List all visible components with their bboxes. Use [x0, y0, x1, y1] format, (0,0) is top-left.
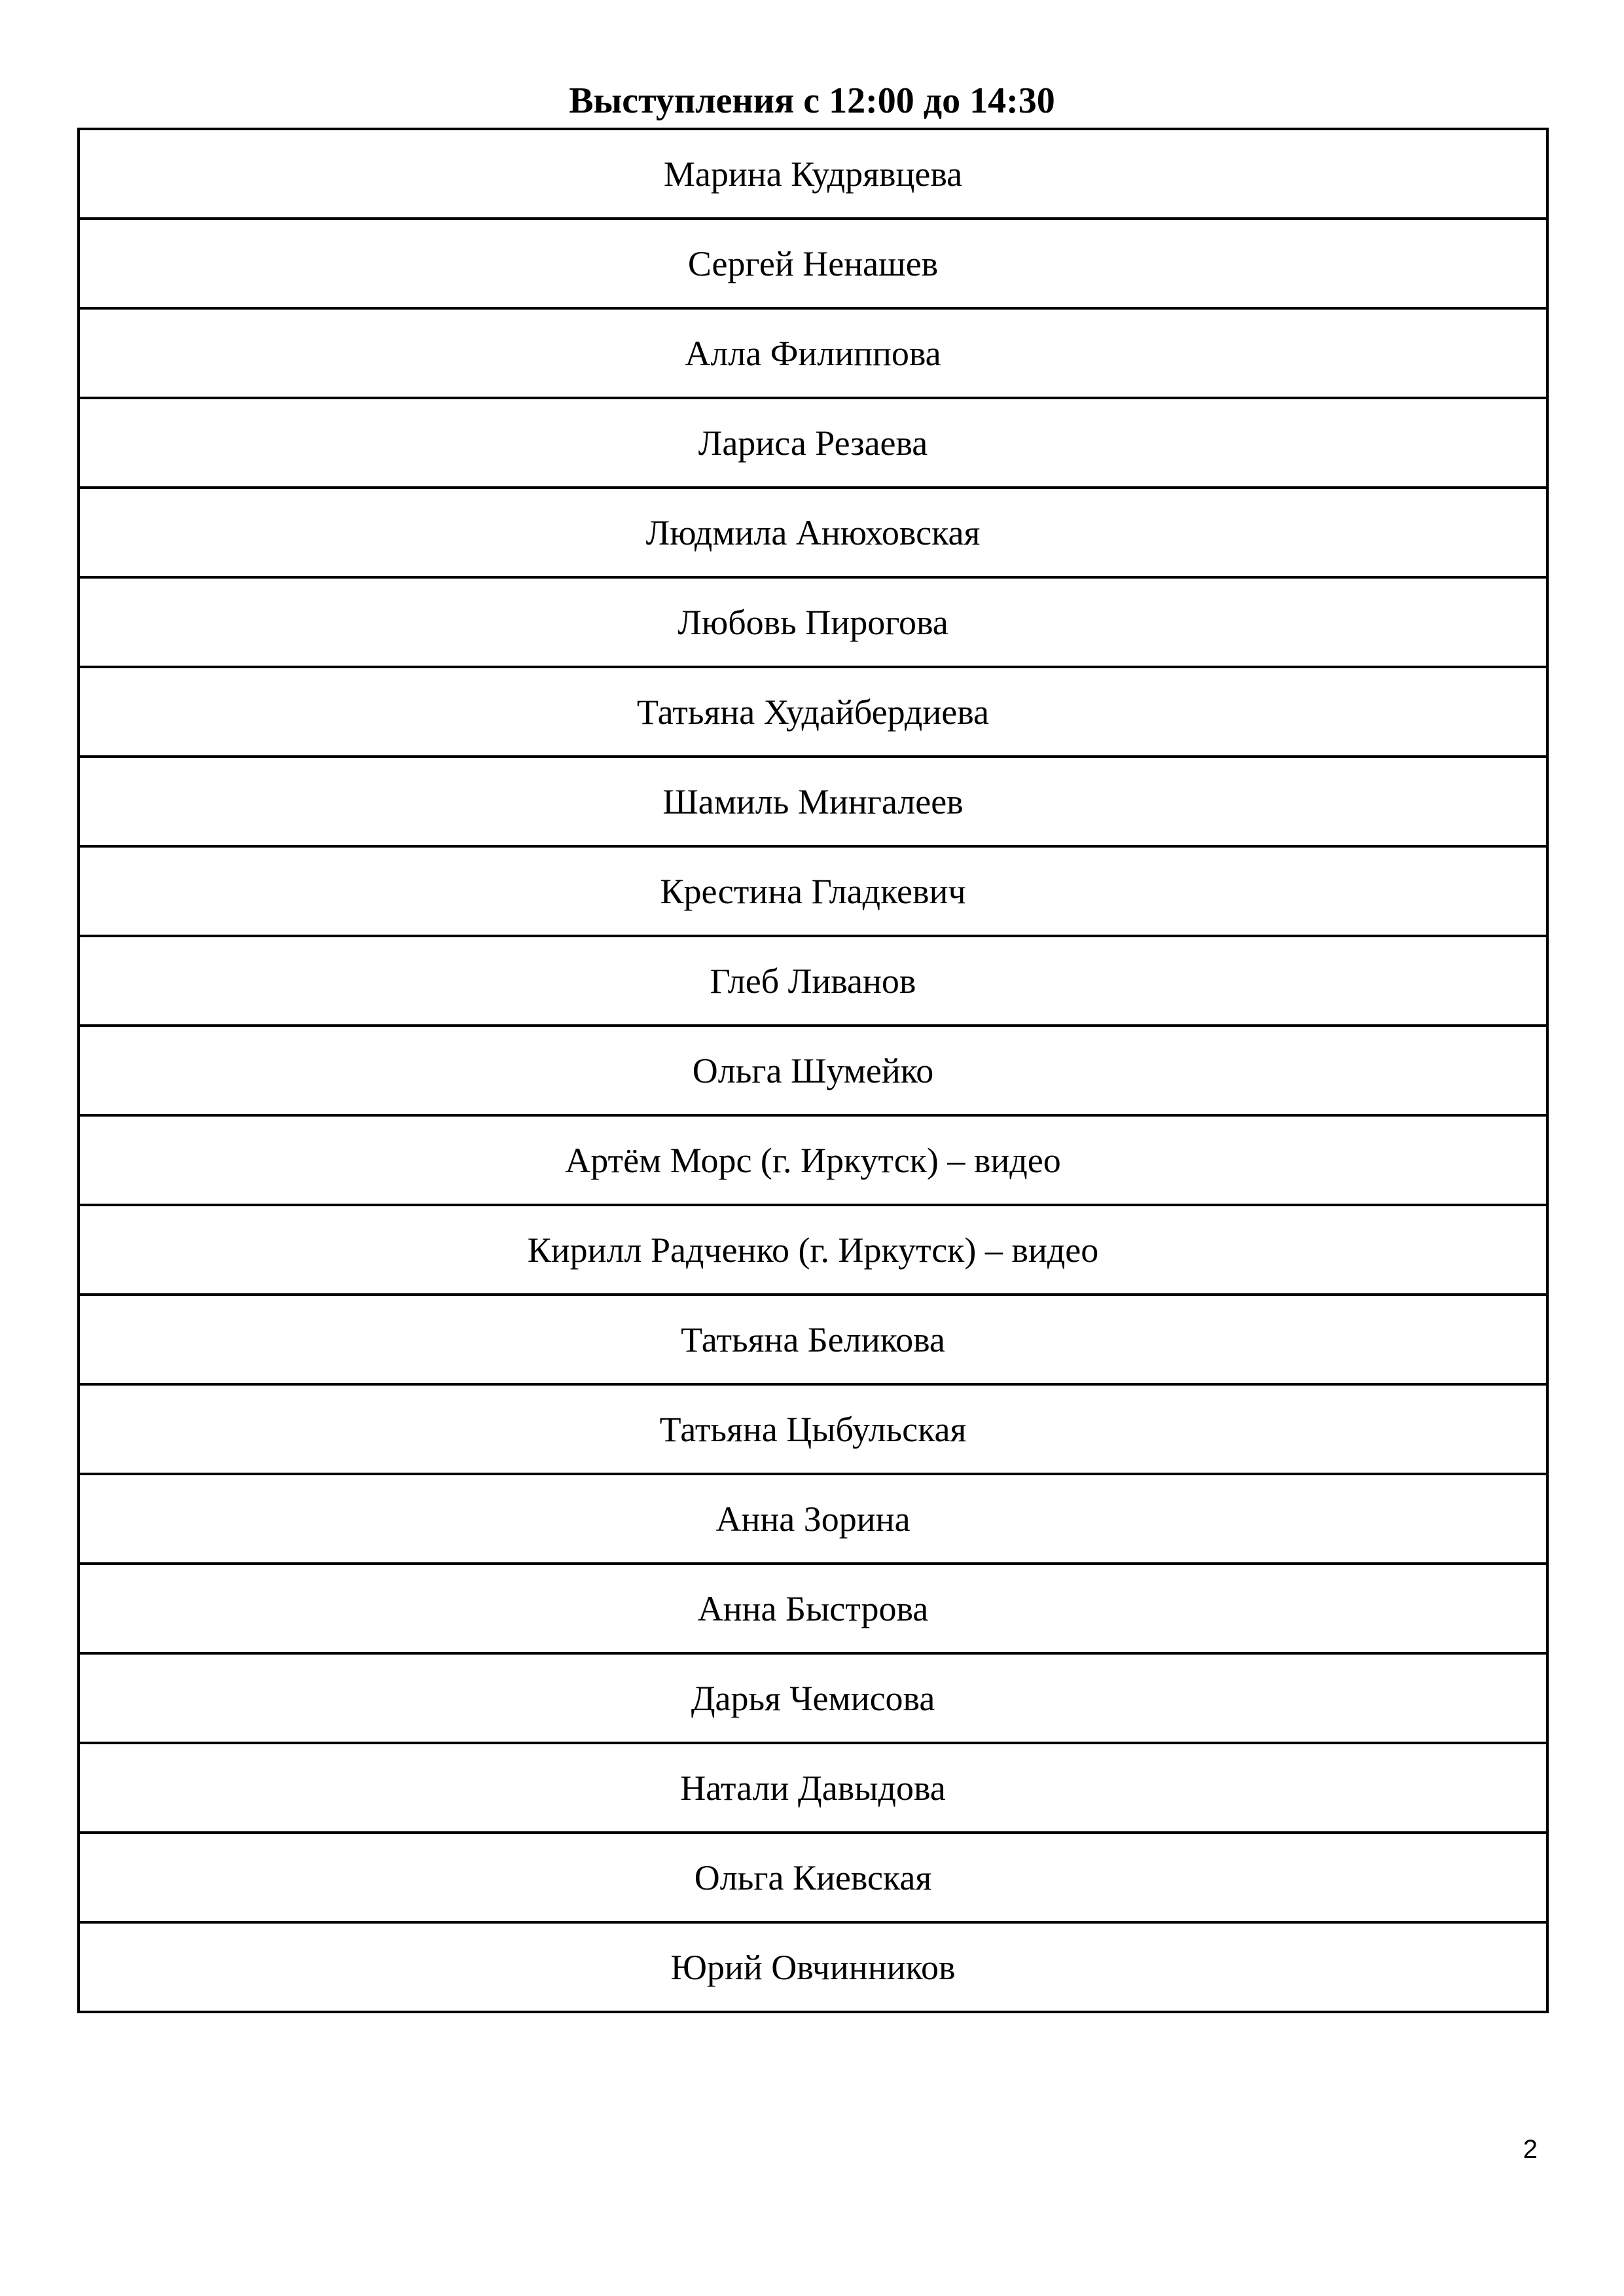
- table-row: [79, 1295, 1547, 1384]
- performer-name: Крестина Гладкевич: [79, 846, 1547, 936]
- table-row: [79, 219, 1547, 308]
- table-row: [79, 757, 1547, 846]
- table-row: [79, 1115, 1547, 1205]
- performer-name: Лариса Резаева: [79, 398, 1547, 488]
- performer-name: Натали Давыдова: [79, 1743, 1547, 1833]
- table-row: [79, 129, 1547, 219]
- page-number: 2: [1523, 2135, 1538, 2164]
- table-row: [79, 936, 1547, 1026]
- performer-name: Любовь Пирогова: [79, 577, 1547, 667]
- performer-name: Татьяна Худайбердиева: [79, 667, 1547, 757]
- performer-name: Татьяна Беликова: [79, 1295, 1547, 1384]
- performer-name: Артём Морс (г. Иркутск) – видео: [79, 1115, 1547, 1205]
- performer-name: Анна Быстрова: [79, 1564, 1547, 1653]
- table-row: [79, 1474, 1547, 1564]
- performer-name: Юрий Овчинников: [79, 1922, 1547, 2012]
- table-row: [79, 398, 1547, 488]
- table-row: [79, 1833, 1547, 1922]
- table-row: [79, 1026, 1547, 1115]
- page-title: Выступления с 12:00 до 14:30: [569, 81, 1055, 121]
- table-row: [79, 1653, 1547, 1743]
- performer-name: Ольга Киевская: [79, 1833, 1547, 1922]
- performer-name: Людмила Анюховская: [79, 488, 1547, 577]
- table-row: [79, 846, 1547, 936]
- performer-name: Анна Зорина: [79, 1474, 1547, 1564]
- table-row: [79, 667, 1547, 757]
- table-row: [79, 1564, 1547, 1653]
- table-row: [79, 1205, 1547, 1295]
- performer-name: Ольга Шумейко: [79, 1026, 1547, 1115]
- table-row: [79, 1922, 1547, 2012]
- performer-name: Глеб Ливанов: [79, 936, 1547, 1026]
- table-row: [79, 577, 1547, 667]
- performer-name: Сергей Ненашев: [79, 219, 1547, 308]
- table-row: [79, 308, 1547, 398]
- performer-name: Шамиль Мингалеев: [79, 757, 1547, 846]
- performer-name: Татьяна Цыбульская: [79, 1384, 1547, 1474]
- performer-name: Алла Филиппова: [79, 308, 1547, 398]
- performer-name: Марина Кудрявцева: [79, 129, 1547, 219]
- performer-name: Дарья Чемисова: [79, 1653, 1547, 1743]
- performer-name: Кирилл Радченко (г. Иркутск) – видео: [79, 1205, 1547, 1295]
- performers-table: [77, 128, 1549, 2013]
- table-row: [79, 488, 1547, 577]
- table-row: [79, 1743, 1547, 1833]
- table-row: [79, 1384, 1547, 1474]
